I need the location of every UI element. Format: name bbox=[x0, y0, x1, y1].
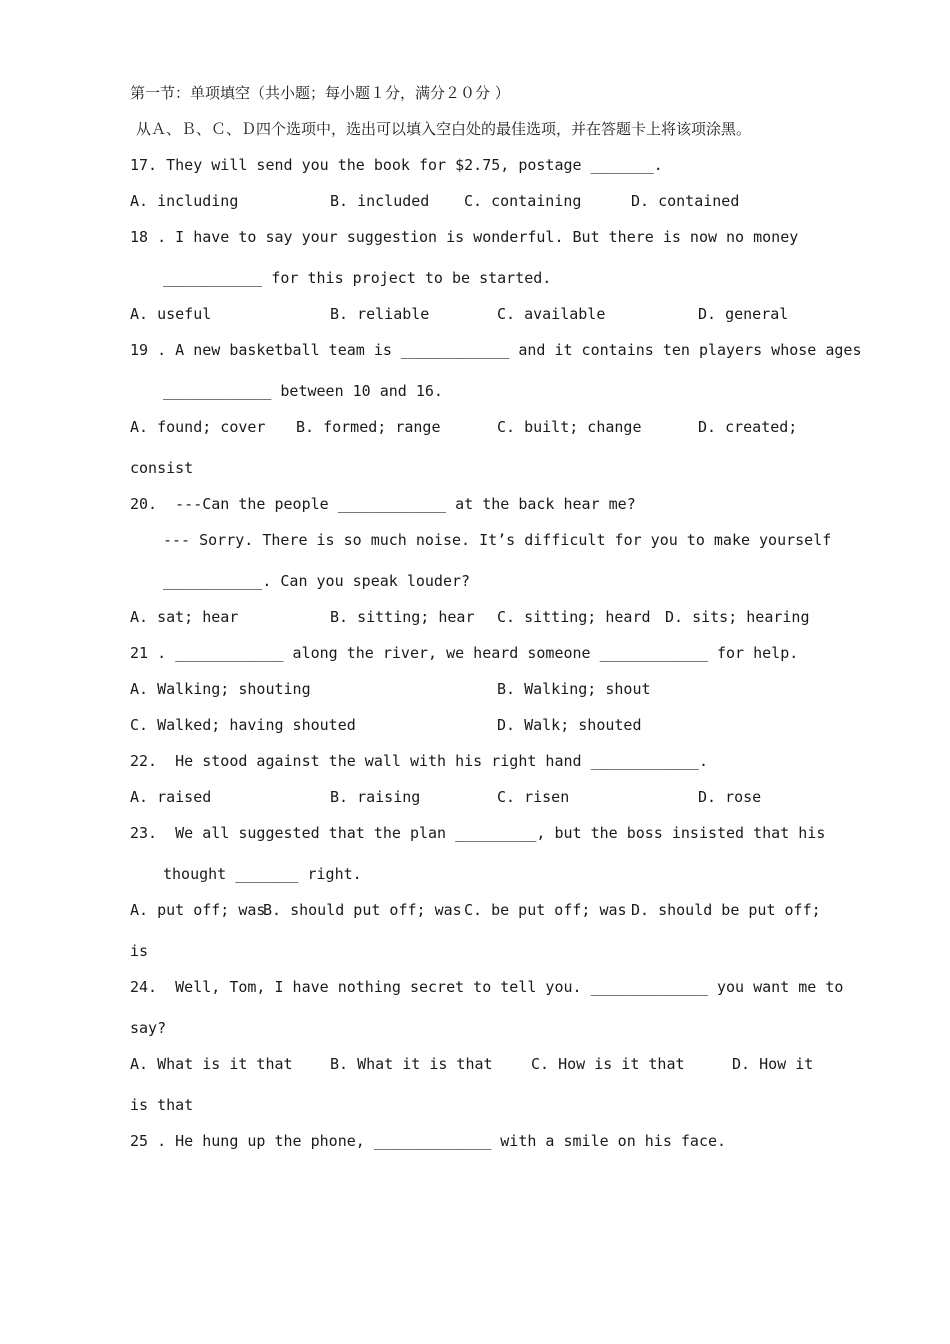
q24-option-d: D. How it bbox=[732, 1055, 814, 1073]
q21-option-d: D. Walk; shouted bbox=[497, 716, 642, 734]
q24-option-a: A. What is it that bbox=[130, 1055, 293, 1073]
q23-stem-line1: 23. We all suggested that the plan _________, but the boss insisted that his bbox=[130, 824, 826, 842]
q18-option-d: D. general bbox=[698, 305, 789, 323]
q19-option-a: A. found; cover bbox=[130, 418, 266, 436]
q20-option-d: D. sits; hearing bbox=[665, 608, 810, 626]
q22-option-b: B. raising bbox=[330, 788, 421, 806]
section-instruction: 从Ａ、Ｂ、Ｃ、Ｄ四个选项中，选出可以填入空白处的最佳选项，并在答题卡上将该项涂黑。 bbox=[136, 120, 752, 138]
q19-stem-line2: ____________ between 10 and 16. bbox=[163, 382, 443, 400]
q24-stem-line1: 24. Well, Tom, I have nothing secret to tell you. _____________ you want me to bbox=[130, 978, 844, 996]
q21-stem: 21 . ____________ along the river, we heard someone ____________ for help. bbox=[130, 644, 799, 662]
q17-stem: 17. They will send you the book for $2.75, postage _______. bbox=[130, 156, 663, 174]
q17-option-a: A. including bbox=[130, 192, 239, 210]
q17-option-d: D. contained bbox=[631, 192, 740, 210]
q20-option-b: B. sitting; hear bbox=[330, 608, 475, 626]
q19-option-d-continued: consist bbox=[130, 459, 194, 477]
q22-option-c: C. risen bbox=[497, 788, 570, 806]
q22-option-d: D. rose bbox=[698, 788, 762, 806]
q20-option-c: C. sitting; heard bbox=[497, 608, 651, 626]
q19-option-d: D. created; bbox=[698, 418, 798, 436]
q18-option-c: C. available bbox=[497, 305, 606, 323]
q18-stem-line2: ___________ for this project to be started. bbox=[163, 269, 552, 287]
q24-option-d-continued: is that bbox=[130, 1096, 194, 1114]
q22-stem: 22. He stood against the wall with his right hand ____________. bbox=[130, 752, 708, 770]
q23-option-d: D. should be put off; bbox=[631, 901, 821, 919]
q24-stem-line2: say? bbox=[130, 1019, 167, 1037]
q23-option-c: C. be put off; was bbox=[464, 901, 627, 919]
q20-stem-line3: ___________. Can you speak louder? bbox=[163, 572, 471, 590]
q19-stem-line1: 19 . A new basketball team is ____________ and it contains ten players whose ages bbox=[130, 341, 862, 359]
q24-option-b: B. What it is that bbox=[330, 1055, 493, 1073]
q20-option-a: A. sat; hear bbox=[130, 608, 239, 626]
q18-option-b: B. reliable bbox=[330, 305, 430, 323]
q24-option-c: C. How is it that bbox=[531, 1055, 685, 1073]
q20-stem-line1: 20. ---Can the people ____________ at the back hear me? bbox=[130, 495, 636, 513]
q23-option-b: B. should put off; was bbox=[263, 901, 462, 919]
q22-option-a: A. raised bbox=[130, 788, 212, 806]
q20-stem-line2: --- Sorry. There is so much noise. It’s difficult for you to make yourself bbox=[163, 531, 832, 549]
q19-option-b: B. formed; range bbox=[296, 418, 441, 436]
q21-option-a: A. Walking; shouting bbox=[130, 680, 311, 698]
q17-option-b: B. included bbox=[330, 192, 430, 210]
q21-option-c: C. Walked; having shouted bbox=[130, 716, 356, 734]
q25-stem: 25 . He hung up the phone, _____________ with a smile on his face. bbox=[130, 1132, 727, 1150]
q18-stem-line1: 18 . I have to say your suggestion is wonderful. But there is now no money bbox=[130, 228, 799, 246]
q18-option-a: A. useful bbox=[130, 305, 212, 323]
q23-stem-line2: thought _______ right. bbox=[163, 865, 362, 883]
q19-option-c: C. built; change bbox=[497, 418, 642, 436]
q23-option-d-continued: is bbox=[130, 942, 149, 960]
q21-option-b: B. Walking; shout bbox=[497, 680, 651, 698]
section-title: 第一节：单项填空（共小题；每小题１分，满分２０分 ） bbox=[130, 84, 510, 102]
q17-option-c: C. containing bbox=[464, 192, 582, 210]
q23-option-a: A. put off; was bbox=[130, 901, 266, 919]
